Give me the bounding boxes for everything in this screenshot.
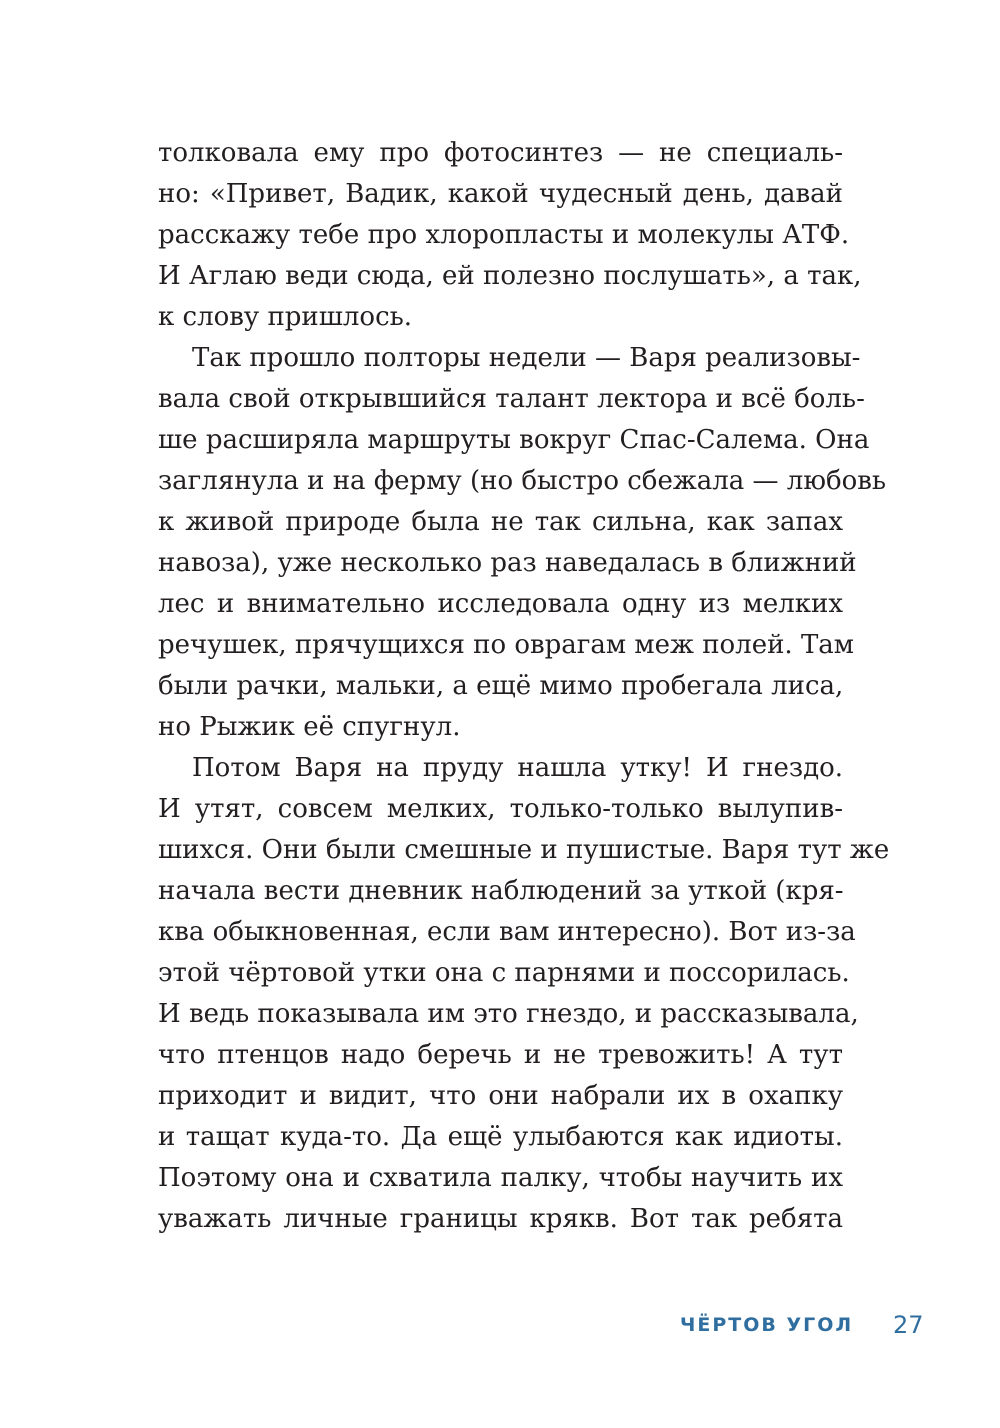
text-line: Так прошло полторы недели — Варя реализовы-	[192, 343, 861, 373]
text-line: И Аглаю веди сюда, ей полезно послушать», а так,	[158, 261, 862, 291]
text-line: ква обыкновенная, если вам интересно). Вот из-за	[158, 917, 856, 947]
text-line: расскажу тебе про хлоропласты и молекулы АТФ.	[158, 220, 850, 250]
text-line: заглянула и на ферму (но быстро сбежала — любовь	[158, 466, 887, 496]
page-number: 27	[893, 1311, 924, 1339]
text-line: этой чёртовой утки она с парнями и поссорилась.	[158, 958, 850, 988]
text-line: к живой природе была не так сильна, как запах	[158, 507, 843, 537]
text-line: Потом Варя на пруду нашла утку! И гнездо.	[192, 753, 843, 783]
text-line: уважать личные границы крякв. Вот так ребята	[158, 1204, 843, 1234]
text-line: И ведь показывала им это гнездо, и рассказывала,	[158, 999, 859, 1029]
text-line: к слову пришлось.	[158, 302, 413, 332]
text-line: и тащат куда-то. Да ещё улыбаются как идиоты.	[158, 1122, 843, 1152]
text-line: навоза), уже несколько раз наведалась в ближний	[158, 548, 857, 578]
text-line: шихся. Они были смешные и пушистые. Варя тут же	[158, 835, 890, 865]
text-line: но Рыжик её спугнул.	[158, 712, 461, 742]
body-text	[158, 133, 890, 1240]
text-line: речушек, прячущихся по оврагам меж полей. Там	[158, 630, 855, 660]
text-line: вала свой открывшийся талант лектора и всё боль-	[158, 384, 865, 414]
text-line: ше расширяла маршруты вокруг Спас-Салема. Она	[158, 425, 870, 455]
text-line: И утят, совсем мелких, только-только вылупив-	[158, 794, 843, 824]
text-line: приходит и видит, что они набрали их в охапку	[158, 1081, 843, 1111]
text-line: лес и внимательно исследовала одну из мелких	[158, 589, 843, 619]
text-line: Поэтому она и схватила палку, чтобы научить их	[158, 1163, 843, 1193]
text-line: но: «Привет, Вадик, какой чудесный день, давай	[158, 179, 843, 209]
text-line: что птенцов надо беречь и не тревожить! А тут	[158, 1040, 843, 1070]
running-footer-title: ЧЁРТОВ УГОЛ	[680, 1314, 854, 1336]
text-line: начала вести дневник наблюдений за уткой (кря-	[158, 876, 844, 906]
text-line: были рачки, мальки, а ещё мимо пробегала лиса,	[158, 671, 844, 701]
text-line: толковала ему про фотосинтез — не специаль-	[158, 138, 843, 168]
